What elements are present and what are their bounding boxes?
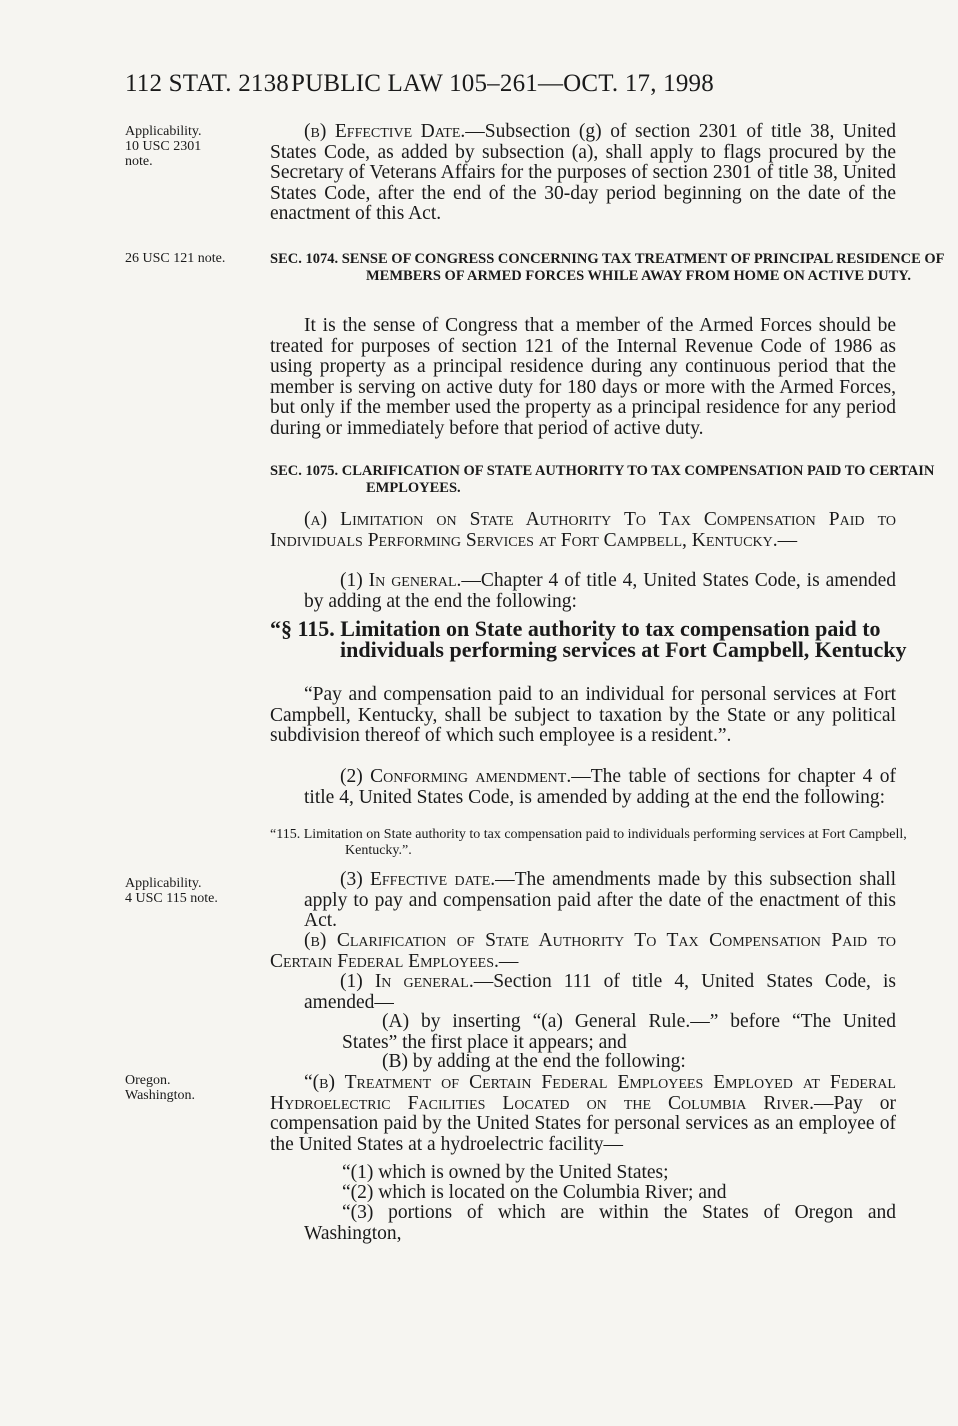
a1-text: —Chapter 4 of title 4, United States Code, is amended by adding at the end the following: [304, 570, 897, 612]
a1-label: (1) In general. [340, 570, 462, 591]
item-1: “(1) which is owned by the United States; [342, 1162, 669, 1183]
margin-note-applicability-2: Applicability. 4 USC 115 note. [125, 876, 218, 906]
margin-note-26usc: 26 USC 121 note. [125, 251, 226, 266]
paragraph-b1 [270, 972, 896, 1013]
law-ref: PUBLIC LAW 105–261—OCT. 17, 1998 [291, 70, 714, 97]
sec-1074-heading [270, 251, 958, 285]
effective-date-text: —Subsection (g) of section 2301 of title 38, United States Code, as added by subsection (a), shall apply to flags procured by the Secretary of Veterans Affairs for the purposes of section 2301 of title 38, United States Code, after the end of the 30-day period beginning on the date of the enactment of this Act. [270, 121, 896, 224]
clause-bB: (B) by adding at the end the following: [382, 1051, 686, 1072]
item-2: “(2) which is located on the Columbia River; and [342, 1182, 727, 1203]
b-treatment-text: —Pay or compensation paid by the United States for personal services as an employee of the United States at a hydroelectric facility— [270, 1092, 896, 1155]
sec-1075-heading [270, 463, 958, 497]
a2-label: (2) Conforming amendment. [340, 766, 572, 787]
subsection-b-heading: (b) Clarification of State Authority To Tax Compensation Paid to Certain Federal Employees.— [270, 930, 896, 972]
sec-1075-number: SEC. 1075. [270, 463, 339, 479]
page-ref: 112 STAT. 2138 [125, 70, 289, 97]
paragraph-a3 [270, 870, 896, 932]
subsection-b-treatment [270, 1073, 896, 1155]
paragraph-a2 [270, 767, 896, 808]
effective-date-paragraph [270, 122, 896, 225]
margin-note-oregon-washington: Oregon. Washington. [125, 1073, 196, 1103]
subsection-a-heading: (a) Limitation on State Authority To Tax Compensation Paid to Individuals Performing Services at Fort Campbell, Kentucky.— [270, 509, 896, 551]
a3-text: —The amendments made by this subsection shall apply to pay and compensation paid after the date of the enactment of this Act. [304, 869, 896, 931]
clause-bA: (A) by inserting “(a) General Rule.—” before “The United States” the first place it appears; and [342, 1011, 896, 1053]
margin-note-applicability-1: Applicability. 10 USC 2301 note. [125, 124, 202, 169]
sec-1074-body: It is the sense of Congress that a member of the Armed Forces should be treated for purposes of section 121 of the Internal Revenue Code of 1986 as using property as a principal residence during any continuous period that the member is serving on active duty for 180 days or more with the Armed Forces, but only if the member used the property as a principal residence for any period during or immediately before that period of active duty. [270, 315, 896, 439]
item-3: “(3) portions of which are within the States of Oregon and Washington, [304, 1202, 896, 1244]
b1-text: —Section 111 of title 4, United States Code, is amended— [304, 971, 896, 1013]
b1-label: (1) In general. [340, 971, 474, 992]
section-115-title: “§ 115. Limitation on State authority to tax compensation paid to individuals performing services at Fort Campbell, Kentucky [270, 616, 907, 662]
a3-label: (3) Effective date. [340, 869, 496, 890]
section-115-body: “Pay and compensation paid to an individual for personal services at Fort Campbell, Kentucky, shall be subject to taxation by the State or any political subdivision thereof of which such employee is a resident.”. [270, 684, 896, 746]
table-of-sections-entry: “115. Limitation on State authority to tax compensation paid to individuals performing services at Fort Campbell, Kentucky.”. [270, 827, 907, 858]
sec-1074-number: SEC. 1074. [270, 251, 339, 267]
paragraph-a1 [270, 571, 896, 612]
sec-1075-title: CLARIFICATION OF STATE AUTHORITY TO TAX COMPENSATION PAID TO CERTAIN EMPLOYEES. [341, 463, 935, 496]
a2-text: —The table of sections for chapter 4 of title 4, United States Code, is amended by adding at the end the following: [304, 766, 897, 808]
sec-1074-title: SENSE OF CONGRESS CONCERNING TAX TREATMENT OF PRINCIPAL RESIDENCE OF MEMBERS OF ARMED FORCES WHILE AWAY FROM HOME ON ACTIVE DUTY. [341, 251, 944, 284]
b-treatment-heading: “(b) Treatment of Certain Federal Employees Employed at Federal Hydroelectric Facilities Located on the Columbia River. [270, 1072, 896, 1114]
effective-date-label: (b) Effective Date. [304, 121, 466, 142]
